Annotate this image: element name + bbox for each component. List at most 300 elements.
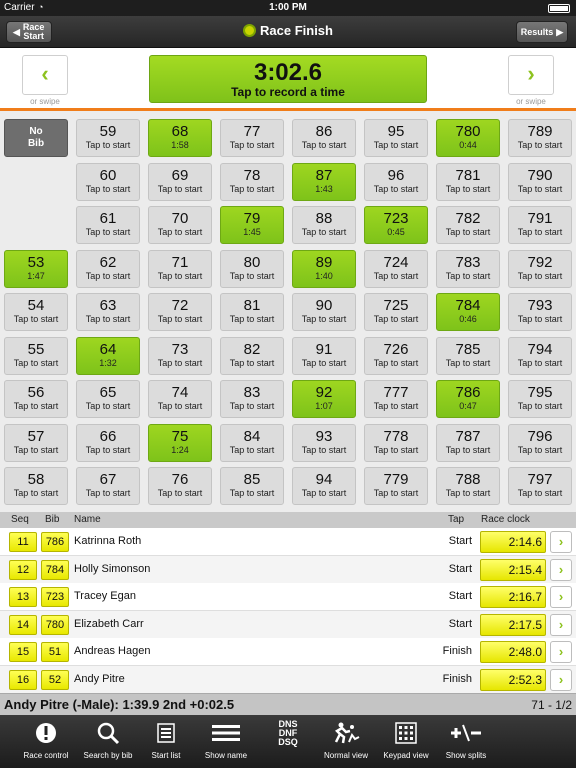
bib-number: 61 [99, 210, 117, 227]
bib-tile[interactable] [508, 380, 572, 418]
row-bib: 784 [41, 560, 69, 580]
toolbar-button[interactable] [256, 715, 320, 768]
tap-to-start-label: Tap to start [157, 227, 203, 237]
row-tap: Start [448, 590, 472, 602]
bib-number: 83 [243, 384, 261, 401]
bib-elapsed-time: 1:32 [99, 358, 117, 368]
tap-to-start-label: Tap to start [229, 140, 275, 150]
bib-tile[interactable] [148, 250, 212, 288]
bib-tile[interactable] [364, 337, 428, 375]
back-label-line1: Race [22, 22, 45, 32]
bib-number: 71 [171, 254, 189, 271]
tap-to-start-label: Tap to start [229, 184, 275, 194]
tap-to-start-label: Tap to start [445, 445, 491, 455]
bib-number: 60 [99, 167, 117, 184]
row-detail-chevron-icon[interactable]: › [550, 669, 572, 691]
bib-tile[interactable] [148, 380, 212, 418]
tap-to-start-label: Tap to start [445, 227, 491, 237]
results-table-header [0, 512, 576, 528]
tap-to-start-label: Tap to start [157, 314, 203, 324]
tap-to-start-label: Tap to start [229, 445, 275, 455]
row-race-clock[interactable]: 2:17.5 [480, 614, 546, 636]
list-icon [134, 715, 198, 751]
bib-tile[interactable] [364, 206, 428, 244]
tap-to-start-label: Tap to start [301, 314, 347, 324]
bib-tile[interactable] [4, 467, 68, 505]
bib-number: 783 [455, 254, 481, 271]
bib-tile[interactable] [4, 424, 68, 462]
tap-to-start-label: Tap to start [445, 488, 491, 498]
forward-arrow-icon: ▶ [556, 26, 564, 37]
bib-tile[interactable] [508, 163, 572, 201]
bib-number: 72 [171, 297, 189, 314]
results-button[interactable] [516, 21, 568, 43]
tap-to-start-label: Tap to start [85, 184, 131, 194]
bib-number: 58 [27, 471, 45, 488]
tap-to-start-label: Tap to start [13, 488, 59, 498]
bib-number: 68 [171, 123, 189, 140]
bib-number: 788 [455, 471, 481, 488]
bib-number: 786 [455, 384, 481, 401]
bib-number: 63 [99, 297, 117, 314]
row-name: Katrinna Roth [74, 535, 142, 547]
bib-tile[interactable] [220, 250, 284, 288]
app-logo-icon [243, 24, 256, 37]
bib-elapsed-time: 1:40 [315, 271, 333, 281]
table-row[interactable] [0, 611, 576, 639]
bib-tile[interactable] [76, 467, 140, 505]
bib-number: 92 [315, 384, 333, 401]
bib-tile[interactable] [508, 467, 572, 505]
bib-number: 790 [527, 167, 553, 184]
bib-elapsed-time: 0:47 [459, 401, 477, 411]
tap-to-start-label: Tap to start [517, 401, 563, 411]
bib-tile[interactable] [4, 337, 68, 375]
runners-icon [314, 715, 378, 751]
bib-number: 793 [527, 297, 553, 314]
bottom-toolbar [0, 715, 576, 768]
bib-tile[interactable] [436, 119, 500, 157]
col-seq: Seq [11, 514, 29, 525]
bib-number: 64 [99, 341, 117, 358]
tap-to-start-label: Tap to start [157, 358, 203, 368]
tap-to-start-label: Tap to start [85, 488, 131, 498]
tap-to-start-label: Tap to start [373, 445, 419, 455]
no-bib-button[interactable] [4, 119, 68, 157]
row-race-clock[interactable]: 2:16.7 [480, 586, 546, 608]
bib-tile[interactable] [148, 119, 212, 157]
bib-tile[interactable] [292, 337, 356, 375]
bib-number: 777 [383, 384, 409, 401]
bib-number: 75 [171, 428, 189, 445]
tap-to-start-label: Tap to start [517, 140, 563, 150]
tap-to-start-label: Tap to start [373, 314, 419, 324]
bib-tile[interactable] [220, 424, 284, 462]
bib-number: 53 [27, 254, 45, 271]
bib-tile[interactable] [4, 293, 68, 331]
bib-elapsed-time: 1:58 [171, 140, 189, 150]
bib-number: 67 [99, 471, 117, 488]
bib-number: 779 [383, 471, 409, 488]
bib-tile[interactable] [292, 206, 356, 244]
bib-number: 784 [455, 297, 481, 314]
row-detail-chevron-icon[interactable]: › [550, 531, 572, 553]
swipe-hint-right: or swipe [516, 97, 546, 106]
bib-elapsed-time: 1:43 [315, 184, 333, 194]
bib-tile[interactable] [148, 206, 212, 244]
clock-time: 1:00 PM [269, 2, 307, 13]
row-tap: Start [448, 562, 472, 575]
exclamation-icon [14, 715, 78, 751]
row-race-clock[interactable]: 2:48.0 [480, 641, 546, 663]
chevron-left-icon: ‹ [41, 61, 49, 86]
row-bib: 786 [41, 532, 69, 552]
back-arrow-icon: ◀ [13, 26, 20, 37]
tap-to-start-label: Tap to start [301, 358, 347, 368]
carrier-label: Carrier [4, 2, 35, 13]
bib-number: 95 [387, 123, 405, 140]
toolbar-button-label: Keypad view [383, 751, 429, 760]
dns-dnf-dsq-icon [256, 715, 320, 751]
row-tap: Start [448, 617, 472, 630]
bib-tile[interactable] [364, 424, 428, 462]
results-label: Results [520, 27, 554, 37]
tap-to-start-label: Tap to start [13, 314, 59, 324]
no-bib-line1: No [29, 126, 43, 137]
bib-tile[interactable] [76, 163, 140, 201]
bib-number: 87 [315, 167, 333, 184]
table-row[interactable] [0, 638, 576, 666]
bib-tile[interactable] [148, 163, 212, 201]
table-row[interactable] [0, 556, 576, 584]
row-detail-chevron-icon[interactable]: › [550, 641, 572, 663]
bib-number: 787 [455, 428, 481, 445]
tap-to-start-label: Tap to start [373, 271, 419, 281]
row-seq: 15 [9, 642, 37, 662]
bib-number: 57 [27, 428, 45, 445]
row-race-clock[interactable]: 2:15.4 [480, 559, 546, 581]
bib-tile[interactable] [508, 293, 572, 331]
tap-to-start-label: Tap to start [517, 358, 563, 368]
bib-tile[interactable] [364, 467, 428, 505]
bib-tile[interactable] [436, 293, 500, 331]
tap-to-start-label: Tap to start [13, 445, 59, 455]
tap-to-start-label: Tap to start [229, 488, 275, 498]
bib-tile[interactable] [148, 337, 212, 375]
bib-number: 797 [527, 471, 553, 488]
tap-to-start-label: Tap to start [373, 358, 419, 368]
bib-number: 723 [383, 210, 409, 227]
tap-to-start-label: Tap to start [157, 184, 203, 194]
bib-elapsed-time: 1:07 [315, 401, 333, 411]
table-row[interactable] [0, 528, 576, 556]
row-tap: Finish [442, 645, 472, 657]
toolbar-button-label: Race control [23, 751, 69, 760]
bib-tile[interactable] [508, 337, 572, 375]
bib-tile[interactable] [364, 250, 428, 288]
bib-number: 96 [387, 167, 405, 184]
bib-number: 94 [315, 471, 333, 488]
bib-tile[interactable] [76, 380, 140, 418]
bib-tile[interactable] [76, 424, 140, 462]
bib-number: 55 [27, 341, 45, 358]
clock-bar [0, 48, 576, 108]
bib-tile[interactable] [364, 293, 428, 331]
bib-tile[interactable] [76, 206, 140, 244]
bib-number: 724 [383, 254, 409, 271]
tap-to-start-label: Tap to start [13, 401, 59, 411]
bib-number: 778 [383, 428, 409, 445]
bib-tile[interactable] [4, 250, 68, 288]
bib-elapsed-time: 0:44 [459, 140, 477, 150]
bib-number: 78 [243, 167, 261, 184]
bib-tile[interactable] [76, 250, 140, 288]
bib-grid [0, 111, 576, 512]
bib-number: 795 [527, 384, 553, 401]
summary-text: Andy Pitre (-Male): 1:39.9 2nd +0:02.5 [4, 697, 235, 712]
bib-number: 89 [315, 254, 333, 271]
bib-tile[interactable] [292, 293, 356, 331]
bib-number: 54 [27, 297, 45, 314]
bib-tile[interactable] [436, 337, 500, 375]
record-instruction: Tap to record a time [231, 85, 345, 99]
tap-to-start-label: Tap to start [445, 184, 491, 194]
bib-number: 796 [527, 428, 553, 445]
next-page-button[interactable] [508, 55, 554, 95]
bib-number: 726 [383, 341, 409, 358]
toolbar-button[interactable] [76, 715, 140, 768]
page-title-text: Race Finish [260, 23, 333, 38]
tap-to-start-label: Tap to start [373, 488, 419, 498]
tap-to-start-label: Tap to start [229, 314, 275, 324]
bib-tile[interactable] [148, 424, 212, 462]
toolbar-button-label: Normal view [323, 751, 368, 760]
row-seq: 14 [9, 615, 37, 635]
bib-number: 91 [315, 341, 333, 358]
table-row[interactable] [0, 666, 576, 694]
bib-number: 88 [315, 210, 333, 227]
bib-number: 59 [99, 123, 117, 140]
dns-dnf-dsq-text: DSQ [278, 736, 298, 747]
bib-tile[interactable] [220, 293, 284, 331]
row-seq: 11 [9, 532, 37, 552]
bib-tile[interactable] [436, 250, 500, 288]
bib-tile[interactable] [436, 206, 500, 244]
navigation-bar [0, 16, 576, 48]
bib-tile[interactable] [436, 380, 500, 418]
bib-elapsed-time: 0:45 [387, 227, 405, 237]
row-seq: 16 [9, 670, 37, 690]
tap-to-start-label: Tap to start [445, 271, 491, 281]
tap-to-start-label: Tap to start [229, 358, 275, 368]
col-race-clock: Race clock [481, 514, 530, 525]
bib-tile[interactable] [292, 163, 356, 201]
bib-number: 725 [383, 297, 409, 314]
bib-tile[interactable] [148, 467, 212, 505]
bib-tile[interactable] [508, 119, 572, 157]
bib-number: 69 [171, 167, 189, 184]
bib-tile[interactable] [220, 206, 284, 244]
tap-to-start-label: Tap to start [157, 401, 203, 411]
bib-tile[interactable] [220, 337, 284, 375]
row-bib: 723 [41, 587, 69, 607]
bib-elapsed-time: 0:46 [459, 314, 477, 324]
col-name: Name [74, 514, 101, 525]
lines-icon [194, 715, 258, 751]
bib-number: 792 [527, 254, 553, 271]
toolbar-button-label: Start list [151, 751, 181, 760]
chevron-right-icon: › [527, 61, 535, 86]
tap-to-start-label: Tap to start [85, 445, 131, 455]
bib-tile[interactable] [508, 250, 572, 288]
row-race-clock[interactable]: 2:14.6 [480, 531, 546, 553]
bib-number: 79 [243, 210, 261, 227]
row-tap: Start [448, 535, 472, 547]
tap-to-start-label: Tap to start [85, 314, 131, 324]
no-bib-line2: Bib [27, 138, 45, 149]
bib-number: 791 [527, 210, 553, 227]
tap-to-start-label: Tap to start [157, 488, 203, 498]
tap-to-start-label: Tap to start [85, 140, 131, 150]
bib-number: 90 [315, 297, 333, 314]
toolbar-button[interactable] [134, 715, 198, 768]
toolbar-button[interactable] [374, 715, 438, 768]
bib-number: 77 [243, 123, 261, 140]
toolbar-button-label: Show splits [445, 751, 487, 760]
record-time-button[interactable] [149, 55, 427, 103]
bib-number: 70 [171, 210, 189, 227]
tap-to-start-label: Tap to start [517, 445, 563, 455]
bib-number: 794 [527, 341, 553, 358]
bib-number: 62 [99, 254, 117, 271]
tap-to-start-label: Tap to start [85, 271, 131, 281]
bib-number: 76 [171, 471, 189, 488]
tap-to-start-label: Tap to start [229, 401, 275, 411]
bib-number: 93 [315, 428, 333, 445]
row-bib: 780 [41, 615, 69, 635]
row-detail-chevron-icon[interactable]: › [550, 586, 572, 608]
keypad-icon [374, 715, 438, 751]
row-name: Elizabeth Carr [74, 617, 144, 630]
tap-to-start-label: Tap to start [301, 227, 347, 237]
wifi-icon: ◔ [38, 2, 44, 12]
bib-tile[interactable] [220, 119, 284, 157]
swipe-hint-left: or swipe [30, 97, 60, 106]
bib-number: 789 [527, 123, 553, 140]
dns-dnf-dsq-text: DNF [278, 727, 298, 738]
row-detail-chevron-icon[interactable]: › [550, 614, 572, 636]
bib-number: 780 [455, 123, 481, 140]
bib-tile[interactable] [364, 163, 428, 201]
plus-minus-icon [434, 715, 498, 751]
row-name: Andy Pitre [74, 672, 125, 685]
bib-number: 66 [99, 428, 117, 445]
bib-tile[interactable] [436, 163, 500, 201]
bib-tile[interactable] [4, 380, 68, 418]
toolbar-button[interactable] [314, 715, 378, 768]
bib-number: 65 [99, 384, 117, 401]
tap-to-start-label: Tap to start [445, 358, 491, 368]
bib-number: 785 [455, 341, 481, 358]
toolbar-button-label: Show name [204, 751, 248, 760]
tap-to-start-label: Tap to start [157, 271, 203, 281]
tap-to-start-label: Tap to start [13, 358, 59, 368]
toolbar-button[interactable] [194, 715, 258, 768]
bib-number: 782 [455, 210, 481, 227]
bib-number: 82 [243, 341, 261, 358]
toolbar-button-label: Search by bib [83, 751, 133, 760]
row-bib: 52 [41, 670, 69, 690]
bib-tile[interactable] [508, 206, 572, 244]
bib-tile[interactable] [76, 119, 140, 157]
tap-to-start-label: Tap to start [85, 227, 131, 237]
row-race-clock[interactable]: 2:52.3 [480, 669, 546, 691]
bib-tile[interactable] [508, 424, 572, 462]
bib-tile[interactable] [292, 380, 356, 418]
tap-to-start-label: Tap to start [373, 184, 419, 194]
bib-tile[interactable] [76, 293, 140, 331]
previous-page-button[interactable] [22, 55, 68, 95]
tap-to-start-label: Tap to start [517, 488, 563, 498]
row-name: Tracey Egan [74, 590, 136, 602]
status-bar [0, 0, 576, 16]
bib-tile[interactable] [364, 380, 428, 418]
bib-tile[interactable] [220, 380, 284, 418]
bib-tile[interactable] [436, 424, 500, 462]
selected-result-summary [0, 693, 576, 715]
bib-tile[interactable] [436, 467, 500, 505]
row-name: Holly Simonson [74, 562, 151, 575]
bib-number: 56 [27, 384, 45, 401]
bib-tile[interactable] [292, 119, 356, 157]
row-seq: 13 [9, 587, 37, 607]
bib-tile[interactable] [220, 467, 284, 505]
race-clock: 3:02.6 [253, 59, 323, 86]
toolbar-button[interactable] [14, 715, 78, 768]
tap-to-start-label: Tap to start [517, 227, 563, 237]
row-detail-chevron-icon[interactable]: › [550, 559, 572, 581]
bib-elapsed-time: 1:47 [27, 271, 45, 281]
tap-to-start-label: Tap to start [517, 271, 563, 281]
tap-to-start-label: Tap to start [85, 401, 131, 411]
bib-tile[interactable] [148, 293, 212, 331]
col-tap: Tap [448, 514, 465, 525]
dns-dnf-dsq-text: DNS [278, 718, 298, 729]
bib-tile[interactable] [292, 467, 356, 505]
back-label-line2: Start [23, 31, 44, 41]
bib-number: 81 [243, 297, 261, 314]
bib-number: 73 [171, 341, 189, 358]
row-seq: 12 [9, 560, 37, 580]
bib-tile[interactable] [220, 163, 284, 201]
col-bib: Bib [45, 514, 60, 525]
toolbar-button[interactable] [434, 715, 498, 768]
tap-to-start-label: Tap to start [373, 401, 419, 411]
bib-tile[interactable] [364, 119, 428, 157]
table-row[interactable] [0, 583, 576, 611]
battery-icon [548, 4, 570, 13]
bib-number: 80 [243, 254, 261, 271]
bib-tile[interactable] [76, 337, 140, 375]
bib-tile[interactable] [292, 424, 356, 462]
tap-to-start-label: Tap to start [373, 140, 419, 150]
bib-tile[interactable] [292, 250, 356, 288]
row-name: Andreas Hagen [74, 645, 151, 657]
bib-elapsed-time: 1:24 [171, 445, 189, 455]
page-title [0, 23, 576, 38]
tap-to-start-label: Tap to start [517, 314, 563, 324]
bib-number: 781 [455, 167, 481, 184]
